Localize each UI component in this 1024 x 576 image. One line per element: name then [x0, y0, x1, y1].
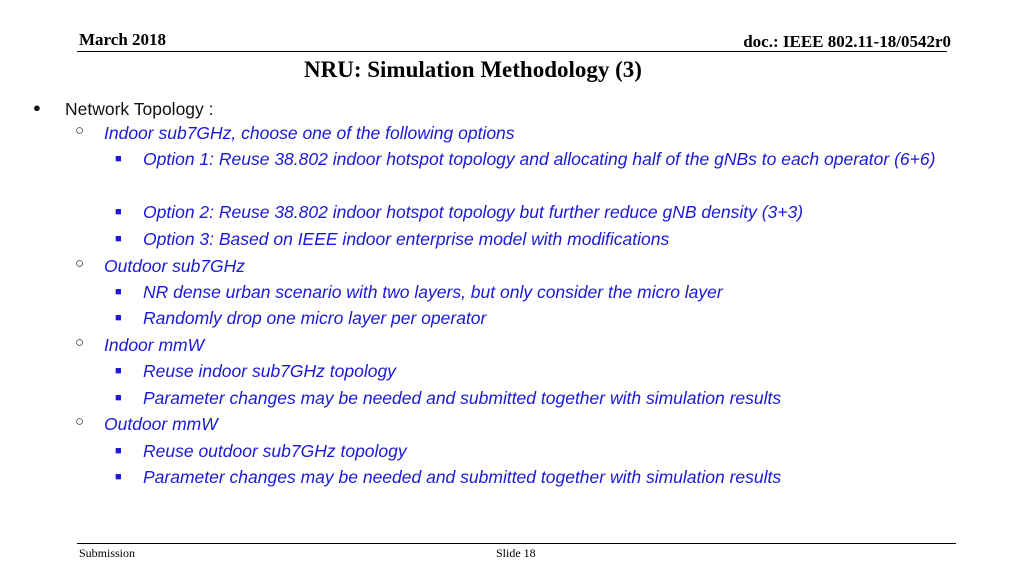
filled-square-bullet-icon: ■ — [115, 471, 122, 483]
list-item: NR dense urban scenario with two layers, but only consider the micro layer — [143, 282, 723, 302]
list-item: Reuse outdoor sub7GHz topology — [143, 441, 407, 461]
hollow-circle-bullet-icon: ○ — [75, 255, 85, 272]
slide-title: NRU: Simulation Methodology (3) — [304, 57, 642, 82]
list-item: Parameter changes may be needed and submitted together with simulation results — [143, 467, 782, 487]
list-item: Reuse indoor sub7GHz topology — [143, 361, 396, 381]
header-divider — [77, 51, 947, 52]
filled-square-bullet-icon: ■ — [115, 365, 122, 377]
list-item: Parameter changes may be needed and submitted together with simulation results — [143, 388, 782, 408]
section-label: Outdoor sub7GHz — [104, 256, 246, 276]
filled-square-bullet-icon: ■ — [115, 233, 122, 245]
filled-square-bullet-icon: ■ — [115, 392, 122, 404]
header-doc-id: doc.: IEEE 802.11-18/0542r0 — [743, 32, 951, 51]
filled-square-bullet-icon: ■ — [115, 153, 122, 165]
hollow-circle-bullet-icon: ○ — [75, 334, 85, 351]
filled-square-bullet-icon: ■ — [115, 206, 122, 218]
footer-slide-number: Slide 18 — [496, 546, 536, 560]
topic-label: Network Topology : — [65, 99, 214, 119]
section-label: Outdoor mmW — [104, 414, 218, 434]
list-item: Option 1: Reuse 38.802 indoor hotspot topology and allocating half of the gNBs to each operator (6+6) — [143, 149, 936, 169]
filled-square-bullet-icon: ■ — [115, 312, 122, 324]
list-item: Option 2: Reuse 38.802 indoor hotspot topology but further reduce gNB density (3+3) — [143, 202, 804, 222]
footer-divider — [77, 543, 956, 544]
hollow-circle-bullet-icon: ○ — [75, 122, 85, 139]
filled-circle-bullet-icon: ● — [33, 100, 41, 115]
header-date: March 2018 — [79, 30, 167, 49]
filled-square-bullet-icon: ■ — [115, 445, 122, 457]
section-label: Indoor sub7GHz, choose one of the following options — [104, 123, 515, 143]
section-label: Indoor mmW — [104, 335, 205, 355]
filled-square-bullet-icon: ■ — [115, 286, 122, 298]
list-item: Option 3: Based on IEEE indoor enterprise model with modifications — [143, 229, 670, 249]
footer-submission: Submission — [79, 546, 136, 560]
hollow-circle-bullet-icon: ○ — [75, 413, 85, 430]
list-item: Randomly drop one micro layer per operator — [143, 308, 487, 328]
